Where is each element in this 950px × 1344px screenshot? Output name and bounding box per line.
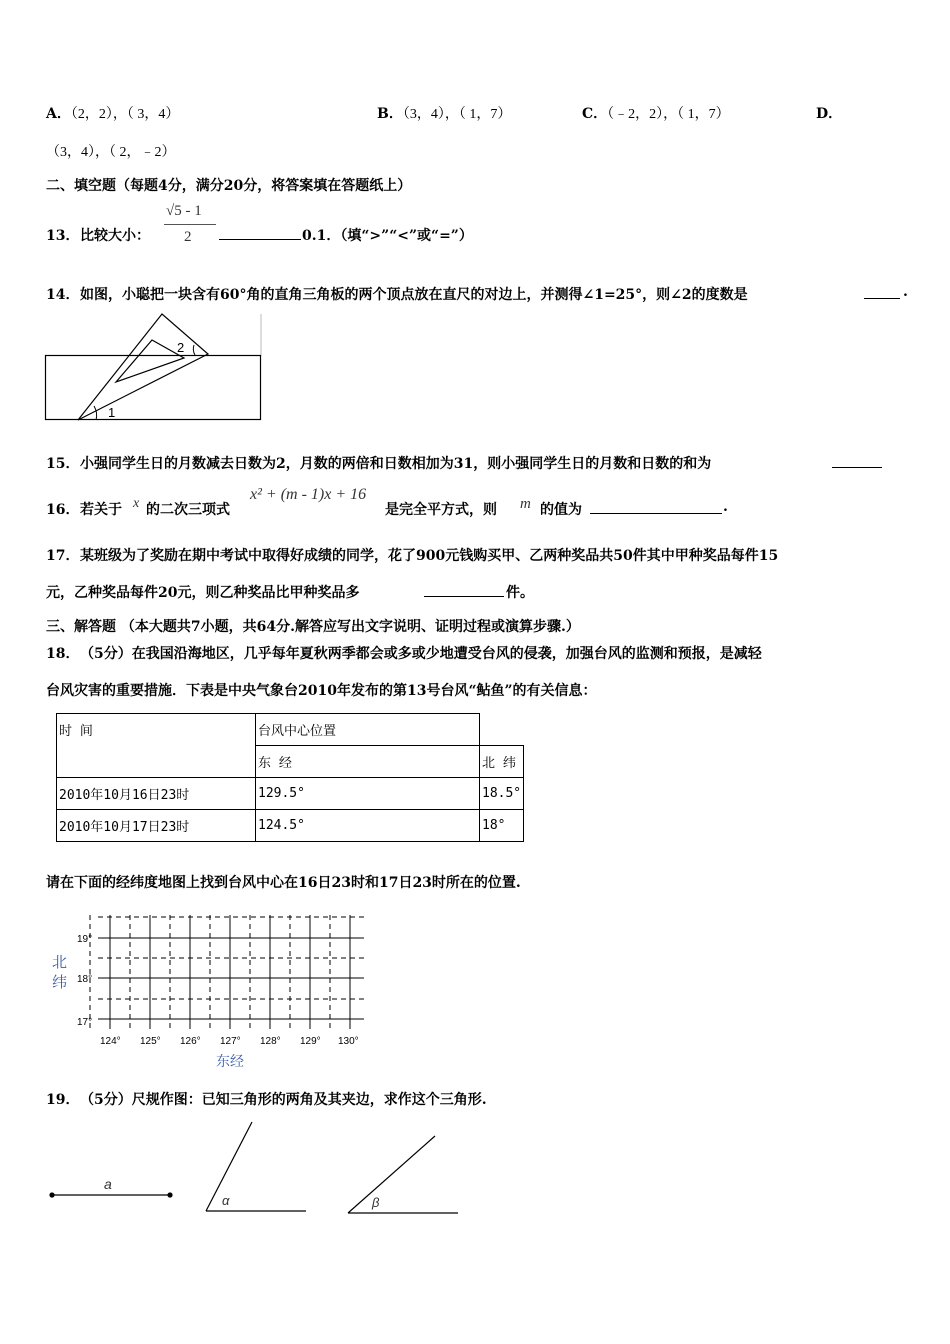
angle1-arc bbox=[94, 406, 97, 420]
lon-axis-title: 东经 bbox=[216, 1053, 244, 1069]
latlon-grid-map bbox=[44, 905, 374, 1073]
angle2-arc bbox=[193, 345, 195, 355]
triangle-outer bbox=[78, 314, 208, 420]
q19-text: （5分）尺规作图：已知三角形的两角及其夹边，求作这个三角形. bbox=[80, 1092, 487, 1108]
angle-beta-side bbox=[348, 1136, 435, 1213]
triangle-inner bbox=[116, 340, 184, 382]
q17-number: 17． bbox=[46, 548, 80, 564]
q14-text: 如图，小聪把一块含有60°角的直角三角板的两个顶点放在直尺的对边上，并测得∠1=25°，则∠2的度数是 bbox=[80, 287, 748, 303]
q18-line1: （5分）在我国沿海地区，几乎每年夏秋两季都会或多或少地遭受台风的侵袭，加强台风的监测和预报，是减轻 bbox=[80, 646, 762, 662]
lat-label-17: 17° bbox=[77, 1017, 93, 1028]
lon-label-124: 124° bbox=[100, 1036, 121, 1047]
option-d-text: （3，4），（ 2，﹣2） bbox=[46, 145, 176, 160]
q18-line2: 台风灾害的重要措施．下表是中央气象台2010年发布的第13号台风“鲇鱼”的有关信息： bbox=[46, 683, 597, 699]
q19-number: 19． bbox=[46, 1092, 80, 1108]
q16-end: . bbox=[723, 499, 728, 515]
q15-number: 15． bbox=[46, 456, 80, 472]
q16-variable-m: m bbox=[520, 496, 531, 512]
q17-line1: 某班级为了奖励在期中考试中取得好成绩的同学，花了900元钱购买甲、乙两种奖品共50件其中甲种奖品每件15 bbox=[80, 548, 779, 564]
q17-line2-a: 元，乙种奖品每件20元，则乙种奖品比甲种奖品多 bbox=[46, 585, 360, 601]
q15-text: 小强同学生日的月数减去日数为2，月数的两倍和日数相加为31，则小强同学生日的月数和日数的和为 bbox=[80, 456, 712, 472]
header-east: 东 经 bbox=[256, 746, 480, 778]
q16-text-4: 的值为 bbox=[540, 502, 582, 518]
q13-answer-blank[interactable] bbox=[219, 225, 301, 240]
q14-answer-blank[interactable] bbox=[864, 284, 900, 299]
header-empty bbox=[480, 714, 524, 746]
angle-beta-label: β bbox=[372, 1195, 380, 1210]
option-c-text: （﹣2，2），（ 1，7） bbox=[607, 107, 730, 122]
header-position: 台风中心位置 bbox=[256, 714, 480, 746]
table-header-row bbox=[57, 714, 524, 746]
lon-label-125: 125° bbox=[140, 1036, 161, 1047]
q16-text-1: 若关于 bbox=[80, 502, 122, 518]
row1-time: 2010年10月16日23时 bbox=[57, 778, 256, 810]
option-a-text: （2，2），（ 3，4） bbox=[70, 107, 180, 122]
lon-label-126: 126° bbox=[180, 1036, 201, 1047]
table-row bbox=[57, 810, 524, 842]
q13-fraction-numerator: √5 - 1 bbox=[166, 203, 202, 219]
q16-expression: x² + (m - 1)x + 16 bbox=[250, 486, 367, 503]
q13-prefix: 比较大小： bbox=[80, 228, 150, 244]
q17-answer-blank[interactable] bbox=[424, 582, 504, 597]
row1-north: 18.5° bbox=[480, 778, 524, 810]
lon-label-130: 130° bbox=[338, 1036, 359, 1047]
option-a-label: A． bbox=[46, 106, 71, 122]
header-north: 北 纬 bbox=[480, 746, 524, 778]
section2-heading: 二、填空题（每题4分，满分20分，将答案填在答题纸上） bbox=[46, 178, 412, 194]
q13-fraction-bar bbox=[164, 224, 216, 225]
section3-heading: 三、解答题 （本大题共7小题，共64分.解答应写出文字说明、证明过程或演算步骤.） bbox=[46, 619, 580, 635]
header-time: 时 间 bbox=[57, 714, 256, 778]
lat-axis-title-1: 北 bbox=[52, 954, 68, 971]
q14-ruler-triangle-figure bbox=[44, 312, 266, 424]
q18-instruction: 请在下面的经纬度地图上找到台风中心在16日23时和17日23时所在的位置. bbox=[46, 875, 521, 891]
option-b-text: （3，4），（ 1，7） bbox=[402, 107, 512, 122]
typhoon-info-table bbox=[56, 713, 524, 842]
q19-given-figures bbox=[44, 1115, 464, 1220]
q16-text-3: 是完全平方式，则 bbox=[385, 502, 497, 518]
q12-option-b bbox=[377, 103, 511, 123]
q16-text-2: 的二次三项式 bbox=[146, 502, 230, 518]
row1-east: 129.5° bbox=[256, 778, 480, 810]
q15-answer-blank[interactable] bbox=[832, 453, 882, 468]
ruler bbox=[46, 356, 261, 420]
option-b-label: B． bbox=[377, 106, 403, 122]
row2-north: 18° bbox=[480, 810, 524, 842]
lat-axis-title-2: 纬 bbox=[52, 974, 68, 991]
segment-a-endpoint-left bbox=[49, 1192, 54, 1197]
row2-east: 124.5° bbox=[256, 810, 480, 842]
q14-end: . bbox=[903, 284, 908, 300]
q13-number: 13． bbox=[46, 228, 80, 244]
segment-a-label: a bbox=[104, 1176, 112, 1192]
option-d-label: D． bbox=[816, 106, 843, 122]
angle1-label: 1 bbox=[108, 405, 116, 420]
q17-line2-b: 件。 bbox=[506, 585, 534, 601]
lat-label-18: 18° bbox=[77, 974, 93, 985]
angle-alpha-label: α bbox=[222, 1193, 230, 1208]
q13-suffix: 0.1．（填“>”“<”或“=”） bbox=[302, 228, 473, 244]
table-row bbox=[57, 778, 524, 810]
option-c-label: C． bbox=[582, 106, 608, 122]
q14-number: 14． bbox=[46, 287, 80, 303]
q12-option-c bbox=[582, 103, 730, 123]
row2-time: 2010年10月17日23时 bbox=[57, 810, 256, 842]
q13-fraction-denominator: 2 bbox=[184, 229, 192, 245]
q16-number: 16． bbox=[46, 502, 80, 518]
q16-answer-blank[interactable] bbox=[590, 499, 722, 514]
lon-label-129: 129° bbox=[300, 1036, 321, 1047]
q18-number: 18． bbox=[46, 646, 80, 662]
lon-label-127: 127° bbox=[220, 1036, 241, 1047]
q16-variable-x: x bbox=[133, 496, 140, 511]
lat-label-19: 19° bbox=[77, 934, 93, 945]
map-grid bbox=[90, 915, 364, 1029]
angle2-label: 2 bbox=[177, 340, 185, 355]
segment-a-endpoint-right bbox=[167, 1192, 172, 1197]
q12-option-a bbox=[46, 103, 179, 123]
lon-label-128: 128° bbox=[260, 1036, 281, 1047]
